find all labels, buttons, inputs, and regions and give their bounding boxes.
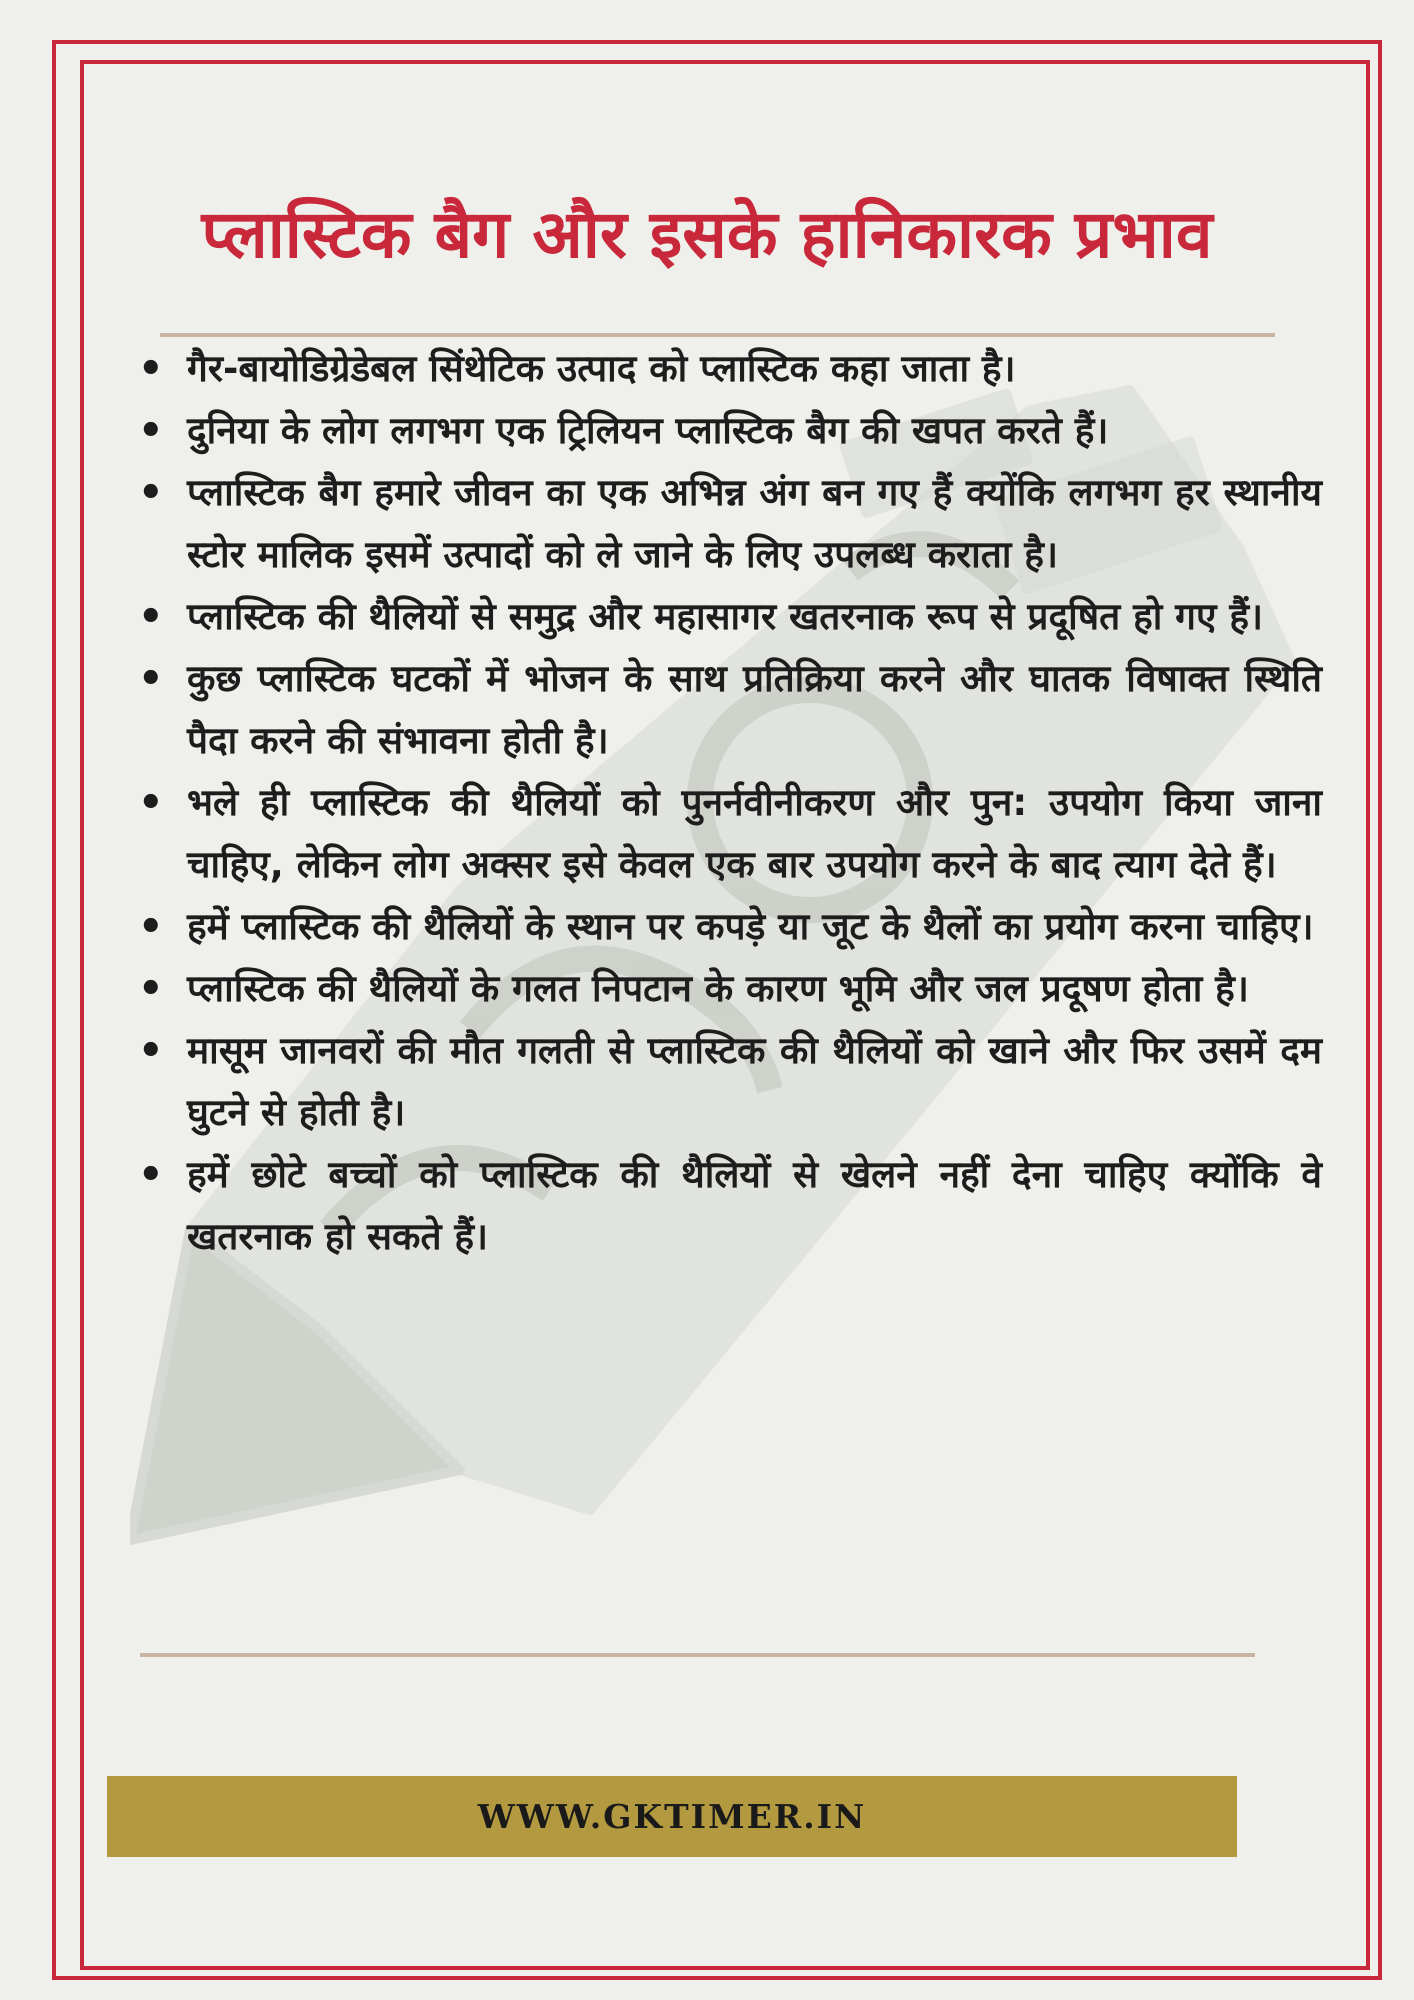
website-link[interactable]: WWW.GKTIMER.IN [477,1797,867,1836]
bullet-icon: • [138,346,164,392]
title-divider [160,333,1275,337]
list-item-text: दुनिया के लोग लगभग एक ट्रिलियन प्लास्टिक बैग की खपत करते हैं। [187,409,1109,452]
list-item [135,400,1322,462]
content-divider [140,1653,1255,1657]
bullet-list [135,338,1322,1268]
list-item [135,1144,1322,1268]
footer-banner [107,1776,1237,1857]
page-title: प्लास्टिक बैग और इसके हानिकारक प्रभाव [201,196,1213,273]
list-item-text: प्लास्टिक की थैलियों से समुद्र और महासागर खतरनाक रूप से प्रदूषित हो गए हैं। [187,595,1264,638]
bullet-icon: • [138,656,164,702]
list-item-text: मासूम जानवरों की मौत गलती से प्लास्टिक की थैलियों को खाने और फिर उसमें दम घुटने से होती है। [187,1029,1322,1134]
bullet-icon: • [138,408,164,454]
list-item [135,772,1322,896]
bullet-icon: • [138,780,164,826]
bullet-icon: • [138,1028,164,1074]
list-item-text: कुछ प्लास्टिक घटकों में भोजन के साथ प्रतिक्रिया करने और घातक विषाक्त स्थिति पैदा करने की संभावना होती है। [187,657,1322,762]
list-item [135,586,1322,648]
list-item-text: भले ही प्लास्टिक की थैलियों को पुनर्नवीनीकरण और पुन: उपयोग किया जाना चाहिए, लेकिन लोग अक्सर इसे केवल एक बार उपयोग करने के बाद त्याग देते हैं। [187,781,1322,886]
list-item [135,648,1322,772]
bullet-icon: • [138,470,164,516]
list-item-text: प्लास्टिक बैग हमारे जीवन का एक अभिन्न अंग बन गए हैं क्योंकि लगभग हर स्थानीय स्टोर मालिक इसमें उत्पादों को ले जाने के लिए उपलब्ध कराता है। [187,471,1322,576]
list-item [135,338,1322,400]
list-item [135,1020,1322,1144]
list-item [135,896,1322,958]
list-item-text: गैर-बायोडिग्रेडेबल सिंथेटिक उत्पाद को प्लास्टिक कहा जाता है। [187,347,1016,390]
list-item-text: प्लास्टिक की थैलियों के गलत निपटान के कारण भूमि और जल प्रदूषण होता है। [187,967,1249,1010]
bullet-icon: • [138,966,164,1012]
bullet-icon: • [138,1152,164,1198]
bullet-icon: • [138,904,164,950]
bullet-icon: • [138,594,164,640]
list-item-text: हमें छोटे बच्चों को प्लास्टिक की थैलियों से खेलने नहीं देना चाहिए क्योंकि वे खतरनाक हो सकते हैं। [187,1153,1322,1258]
list-item [135,958,1322,1020]
list-item-text: हमें प्लास्टिक की थैलियों के स्थान पर कपड़े या जूट के थैलों का प्रयोग करना चाहिए। [187,905,1314,948]
list-item [135,462,1322,586]
